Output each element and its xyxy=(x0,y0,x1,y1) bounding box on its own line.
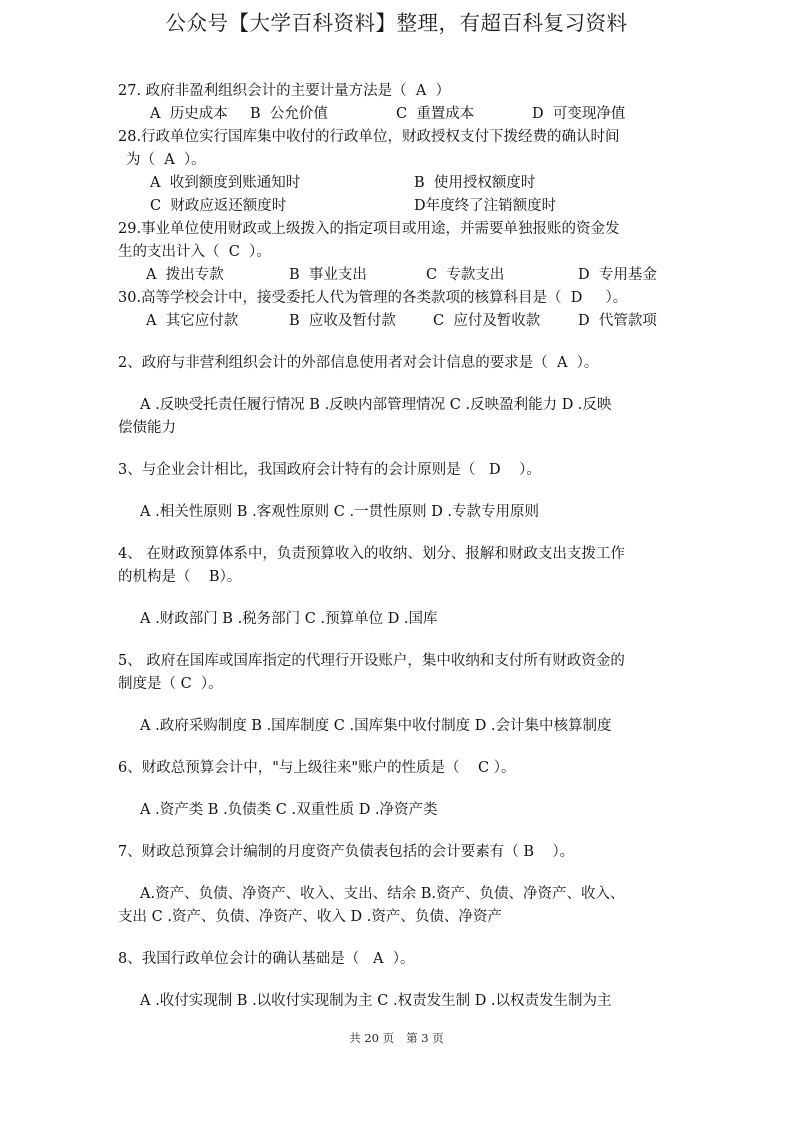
question-3-options: A .相关性原则 B .客观性原则 C .一贯性原则 D .专款专用原则 xyxy=(140,504,540,520)
q27-option-a: A 历史成本 xyxy=(150,106,228,122)
q30-option-d: D 代管款项 xyxy=(578,313,657,329)
q28-option-a: A 收到额度到账通知时 xyxy=(150,175,301,191)
question-6-options: A .资产类 B .负债类 C .双重性质 D .净资产类 xyxy=(140,802,438,818)
question-28-options-row1 xyxy=(118,172,678,195)
question-27-stem: 27. 政府非盈利组织会计的主要计量方法是（ A ） xyxy=(118,83,451,99)
question-4-stem-line1: 4、 在财政预算体系中，负责预算收入的收纳、划分、报解和财政支出支拨工作 xyxy=(118,546,625,562)
q30-option-c: C 应付及暂收款 xyxy=(433,313,541,329)
question-5-stem-line2: 制度是（ C ）。 xyxy=(118,676,223,692)
footer-total-pages: 共 20 页 xyxy=(349,1031,395,1045)
q27-option-c: C 重置成本 xyxy=(396,106,475,122)
question-29-options xyxy=(118,264,678,287)
question-28-options-row2 xyxy=(118,195,678,218)
question-28-stem-line1: 28.行政单位实行国库集中收付的行政单位，财政授权支付下拨经费的确认时间 xyxy=(118,129,620,145)
question-2-options-line1: A .反映受托责任履行情况 B .反映内部管理情况 C .反映盈利能力 D .反映 xyxy=(140,397,612,413)
question-2-options-line2: 偿债能力 xyxy=(118,420,176,436)
question-6-stem: 6、财政总预算会计中，"与上级往来"账户的性质是（ C ）。 xyxy=(118,760,516,776)
q27-option-b: B 公允价值 xyxy=(250,106,328,122)
question-7-options-line2: 支出 C .资产、负债、净资产、收入 D .资产、负债、净资产 xyxy=(118,909,502,925)
question-7-stem: 7、财政总预算会计编制的月度资产负债表包括的会计要素有（ B ）。 xyxy=(118,844,575,860)
question-8-stem: 8、我国行政单位会计的确认基础是（ A ）。 xyxy=(118,951,415,967)
question-29-stem-line2: 生的支出计入（ C ）。 xyxy=(118,244,271,260)
q29-option-b: B 事业支出 xyxy=(289,267,367,283)
question-28-stem-line2: 为（ A ）。 xyxy=(126,152,206,168)
question-4-stem-line2: 的机构是（ B）。 xyxy=(118,569,242,585)
page-footer xyxy=(0,1030,793,1046)
question-4-options: A .财政部门 B .税务部门 C .预算单位 D .国库 xyxy=(140,611,438,627)
q30-option-a: A 其它应付款 xyxy=(146,313,239,329)
q29-option-a: A 拨出专款 xyxy=(146,267,224,283)
page-header-title: 公众号【大学百科资料】整理，有超百科复习资料 xyxy=(165,11,628,35)
q28-option-b: B 使用授权额度时 xyxy=(414,175,536,191)
question-30-stem: 30.高等学校会计中，接受委托人代为管理的各类款项的核算科目是（ D ）。 xyxy=(118,290,628,306)
q30-option-b: B 应收及暂付款 xyxy=(289,313,396,329)
question-5-stem-line1: 5、 政府在国库或国库指定的代理行开设账户，集中收纳和支付所有财政资金的 xyxy=(118,653,625,669)
question-30-options xyxy=(118,310,678,333)
question-2-stem: 2、政府与非营利组织会计的外部信息使用者对会计信息的要求是（ A ）。 xyxy=(118,355,599,371)
question-27-options xyxy=(118,103,678,126)
question-29-stem-line1: 29.事业单位使用财政或上级拨入的指定项目或用途，并需要单独报账的资金发 xyxy=(118,221,620,237)
footer-current-page: 第 3 页 xyxy=(406,1031,444,1045)
question-7-options-line1: A.资产、负债、净资产、收入、支出、结余 B.资产、负债、净资产、收入、 xyxy=(140,886,625,902)
question-3-stem: 3、与企业会计相比，我国政府会计特有的会计原则是（ D ）。 xyxy=(118,462,541,478)
q29-option-c: C 专款支出 xyxy=(426,267,505,283)
q27-option-d: D 可变现净值 xyxy=(532,106,626,122)
q28-option-d: D年度终了注销额度时 xyxy=(414,198,557,214)
question-8-options: A .收付实现制 B .以收付实现制为主 C .权责发生制 D .以权责发生制为主 xyxy=(140,993,612,1009)
q29-option-d: D 专用基金 xyxy=(578,267,657,283)
question-5-options: A .政府采购制度 B .国库制度 C .国库集中收付制度 D .会计集中核算制度 xyxy=(140,718,612,734)
document-body xyxy=(118,80,678,1013)
q28-option-c: C 财政应返还额度时 xyxy=(150,198,287,214)
